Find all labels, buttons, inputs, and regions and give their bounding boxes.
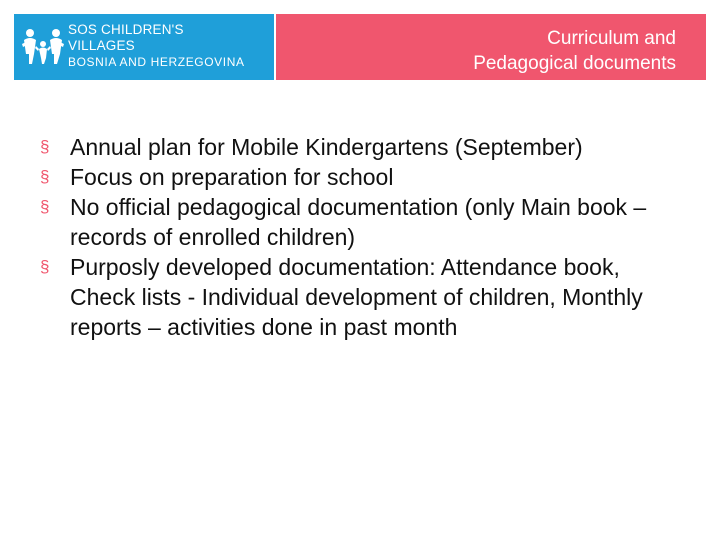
logo-text xyxy=(68,22,245,70)
bullet-text: No official pedagogical documentation (only Main book – records of enrolled children) xyxy=(70,194,647,250)
bullet-list xyxy=(40,132,680,342)
bullet-item xyxy=(40,252,680,342)
logo-line-1: SOS CHILDREN'S xyxy=(68,22,184,37)
logo-line-2: VILLAGES xyxy=(68,38,135,53)
bullet-item xyxy=(40,192,680,252)
bullet-item xyxy=(40,132,680,162)
title-line-1: Curriculum and xyxy=(547,28,676,49)
bullet-text: Focus on preparation for school xyxy=(70,164,394,190)
logo-line-3: BOSNIA AND HERZEGOVINA xyxy=(68,55,245,69)
bullet-text: Annual plan for Mobile Kindergartens (September) xyxy=(70,134,583,160)
slide-header xyxy=(14,14,706,80)
bullet-marker-icon: § xyxy=(40,197,50,216)
slide-content xyxy=(40,132,680,342)
bullet-marker-icon: § xyxy=(40,257,50,276)
title-banner xyxy=(276,14,706,80)
sos-logo xyxy=(14,14,274,80)
bullet-text: Purposly developed documentation: Attendance book, Check lists - Individual development of children, Monthly reports – activities done in past month xyxy=(70,254,643,340)
sos-children-figures-icon xyxy=(20,24,66,68)
bullet-marker-icon: § xyxy=(40,167,50,186)
slide-title xyxy=(473,26,676,76)
title-line-2: Pedagogical documents xyxy=(473,53,676,74)
bullet-marker-icon: § xyxy=(40,137,50,156)
bullet-item xyxy=(40,162,680,192)
